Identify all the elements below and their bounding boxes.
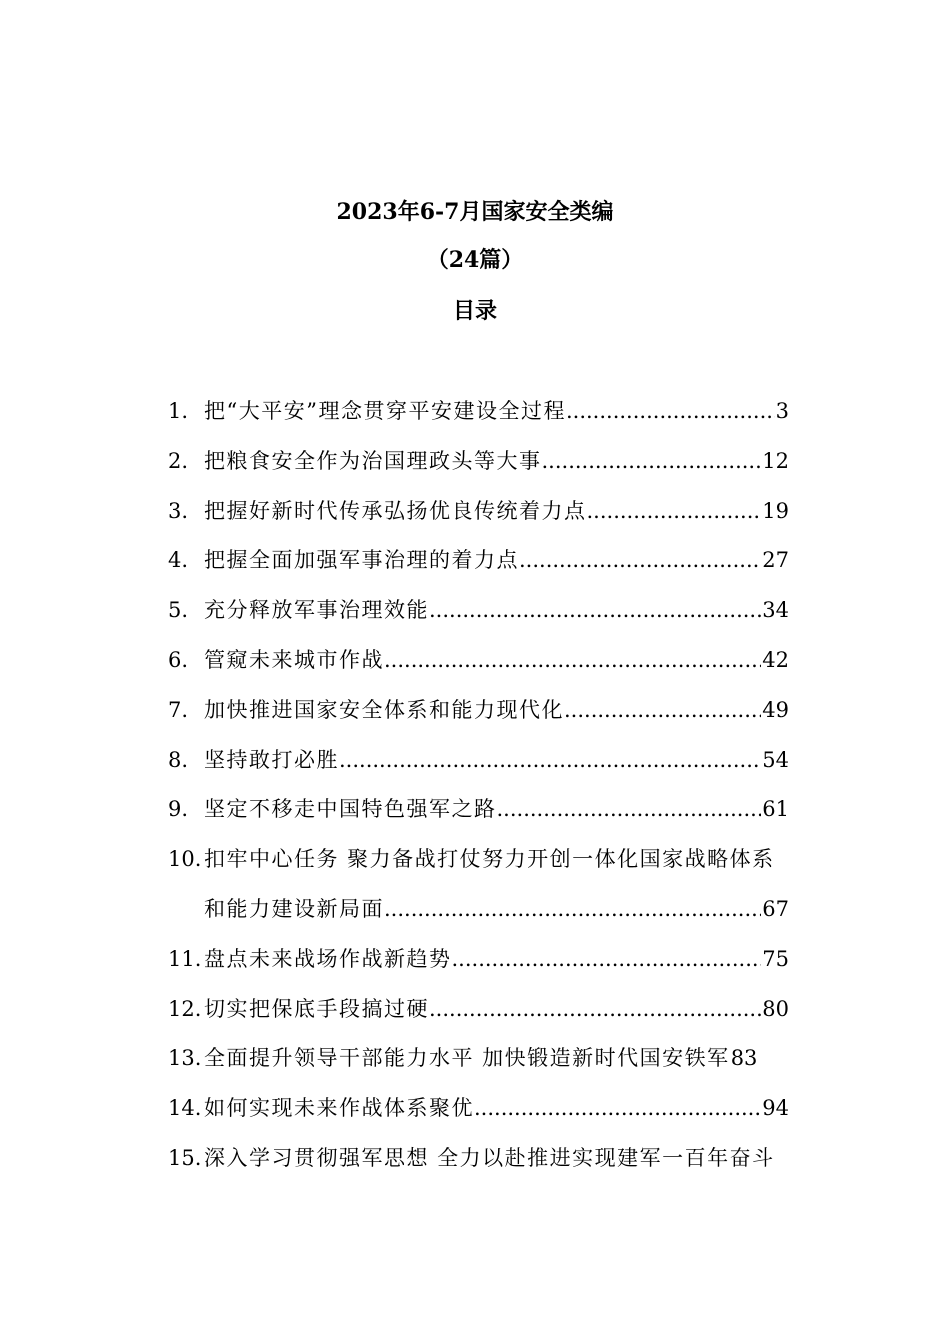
toc-entry-title-continued: 和能力建设新局面 [204, 896, 384, 921]
dot-leader [452, 941, 762, 977]
toc-entry-number: 10. [168, 847, 202, 872]
document-subtitle: （24篇） [426, 247, 524, 273]
toc-entry-number: 1. [168, 399, 189, 423]
toc-entry-title: 把粮食安全作为治国理政头等大事 [204, 448, 542, 473]
toc-entry-3[interactable] [168, 493, 828, 543]
toc-entry-number: 5. [168, 598, 189, 623]
table-of-contents [168, 393, 828, 1190]
toc-entry-title: 把握全面加强军事治理的着力点 [204, 548, 519, 573]
toc-entry-9[interactable] [168, 791, 828, 841]
toc-entry-number: 13. [168, 1046, 202, 1071]
toc-entry-1[interactable] [168, 393, 828, 443]
toc-entry-title: 盘点未来战场作战新趋势 [204, 946, 452, 971]
toc-entry-page: 67 [762, 896, 789, 921]
dot-leader [384, 642, 761, 678]
dot-leader [474, 1090, 761, 1126]
toc-entry-title: 加快推进国家安全体系和能力现代化 [204, 697, 564, 722]
toc-entry-title: 把握好新时代传承弘扬优良传统着力点 [204, 498, 587, 523]
dot-leader [564, 692, 761, 728]
dot-leader [542, 443, 762, 479]
toc-entry-number: 3. [168, 498, 189, 523]
toc-entry-page: 19 [762, 498, 789, 523]
toc-entry-page: 12 [762, 448, 789, 473]
toc-entry-title: 管窥未来城市作战 [204, 647, 384, 672]
toc-entry-13[interactable] [168, 1040, 828, 1090]
toc-entry-title: 如何实现未来作战体系聚优 [204, 1096, 474, 1121]
toc-entry-page: 94 [762, 1096, 789, 1121]
toc-entry-title: 全面提升领导干部能力水平 加快锻造新时代国安铁军 [204, 1046, 730, 1071]
toc-entry-number: 14. [168, 1096, 202, 1121]
toc-heading: 目录 [452, 298, 497, 324]
dot-leader [339, 742, 761, 778]
toc-entry-page: 27 [762, 548, 789, 573]
document-title: 2023年6-7月国家安全类编 [336, 199, 614, 225]
toc-entry-11[interactable] [168, 941, 828, 991]
toc-entry-title: 坚定不移走中国特色强军之路 [204, 797, 497, 822]
toc-entry-page: 80 [762, 996, 789, 1021]
toc-entry-2[interactable] [168, 443, 828, 493]
toc-entry-number: 9. [168, 797, 189, 822]
toc-entry-number: 15. [168, 1145, 202, 1170]
toc-entry-title: 坚持敢打必胜 [204, 747, 339, 772]
dot-leader [429, 592, 761, 628]
toc-entry-14[interactable] [168, 1090, 828, 1140]
toc-entry-title: 深入学习贯彻强军思想 全力以赴推进实现建军一百年奋斗 [204, 1145, 775, 1170]
toc-entry-number: 2. [168, 448, 189, 473]
toc-entry-8[interactable] [168, 742, 828, 792]
toc-entry-page: 54 [762, 747, 789, 772]
toc-entry-number: 6. [168, 647, 189, 672]
toc-entry-12[interactable] [168, 991, 828, 1041]
toc-entry-page: 49 [762, 697, 789, 722]
toc-entry-10-continued[interactable] [168, 891, 828, 941]
dot-leader [519, 542, 761, 578]
toc-entry-number: 11. [168, 946, 202, 971]
dot-leader [566, 393, 775, 429]
toc-entry-number: 8. [168, 747, 189, 772]
toc-entry-number: 4. [168, 548, 189, 573]
dot-leader [497, 791, 762, 827]
toc-entry-title: 切实把保底手段搞过硬 [204, 996, 429, 1021]
toc-entry-title: 扣牢中心任务 聚力备战打仗努力开创一体化国家战略体系 [204, 847, 775, 872]
toc-entry-7[interactable] [168, 692, 828, 742]
dot-leader [587, 493, 762, 529]
toc-entry-page: 42 [762, 647, 789, 672]
dot-leader [429, 991, 761, 1027]
dot-leader [384, 891, 761, 927]
toc-entry-number: 7. [168, 697, 189, 722]
toc-entry-page: 75 [762, 946, 789, 971]
toc-entry-15[interactable] [168, 1140, 828, 1190]
toc-entry-5[interactable] [168, 592, 828, 642]
toc-entry-page: 34 [762, 598, 789, 623]
toc-entry-title: 把“大平安”理念贯穿平安建设全过程 [204, 399, 566, 423]
toc-entry-page: 3 [775, 399, 789, 423]
toc-entry-page: 83 [730, 1046, 758, 1071]
toc-entry-4[interactable] [168, 542, 828, 592]
toc-entry-6[interactable] [168, 642, 828, 692]
toc-entry-10[interactable] [168, 841, 828, 891]
toc-entry-title: 充分释放军事治理效能 [204, 598, 429, 623]
toc-entry-page: 61 [762, 797, 789, 822]
toc-entry-number: 12. [168, 996, 202, 1021]
